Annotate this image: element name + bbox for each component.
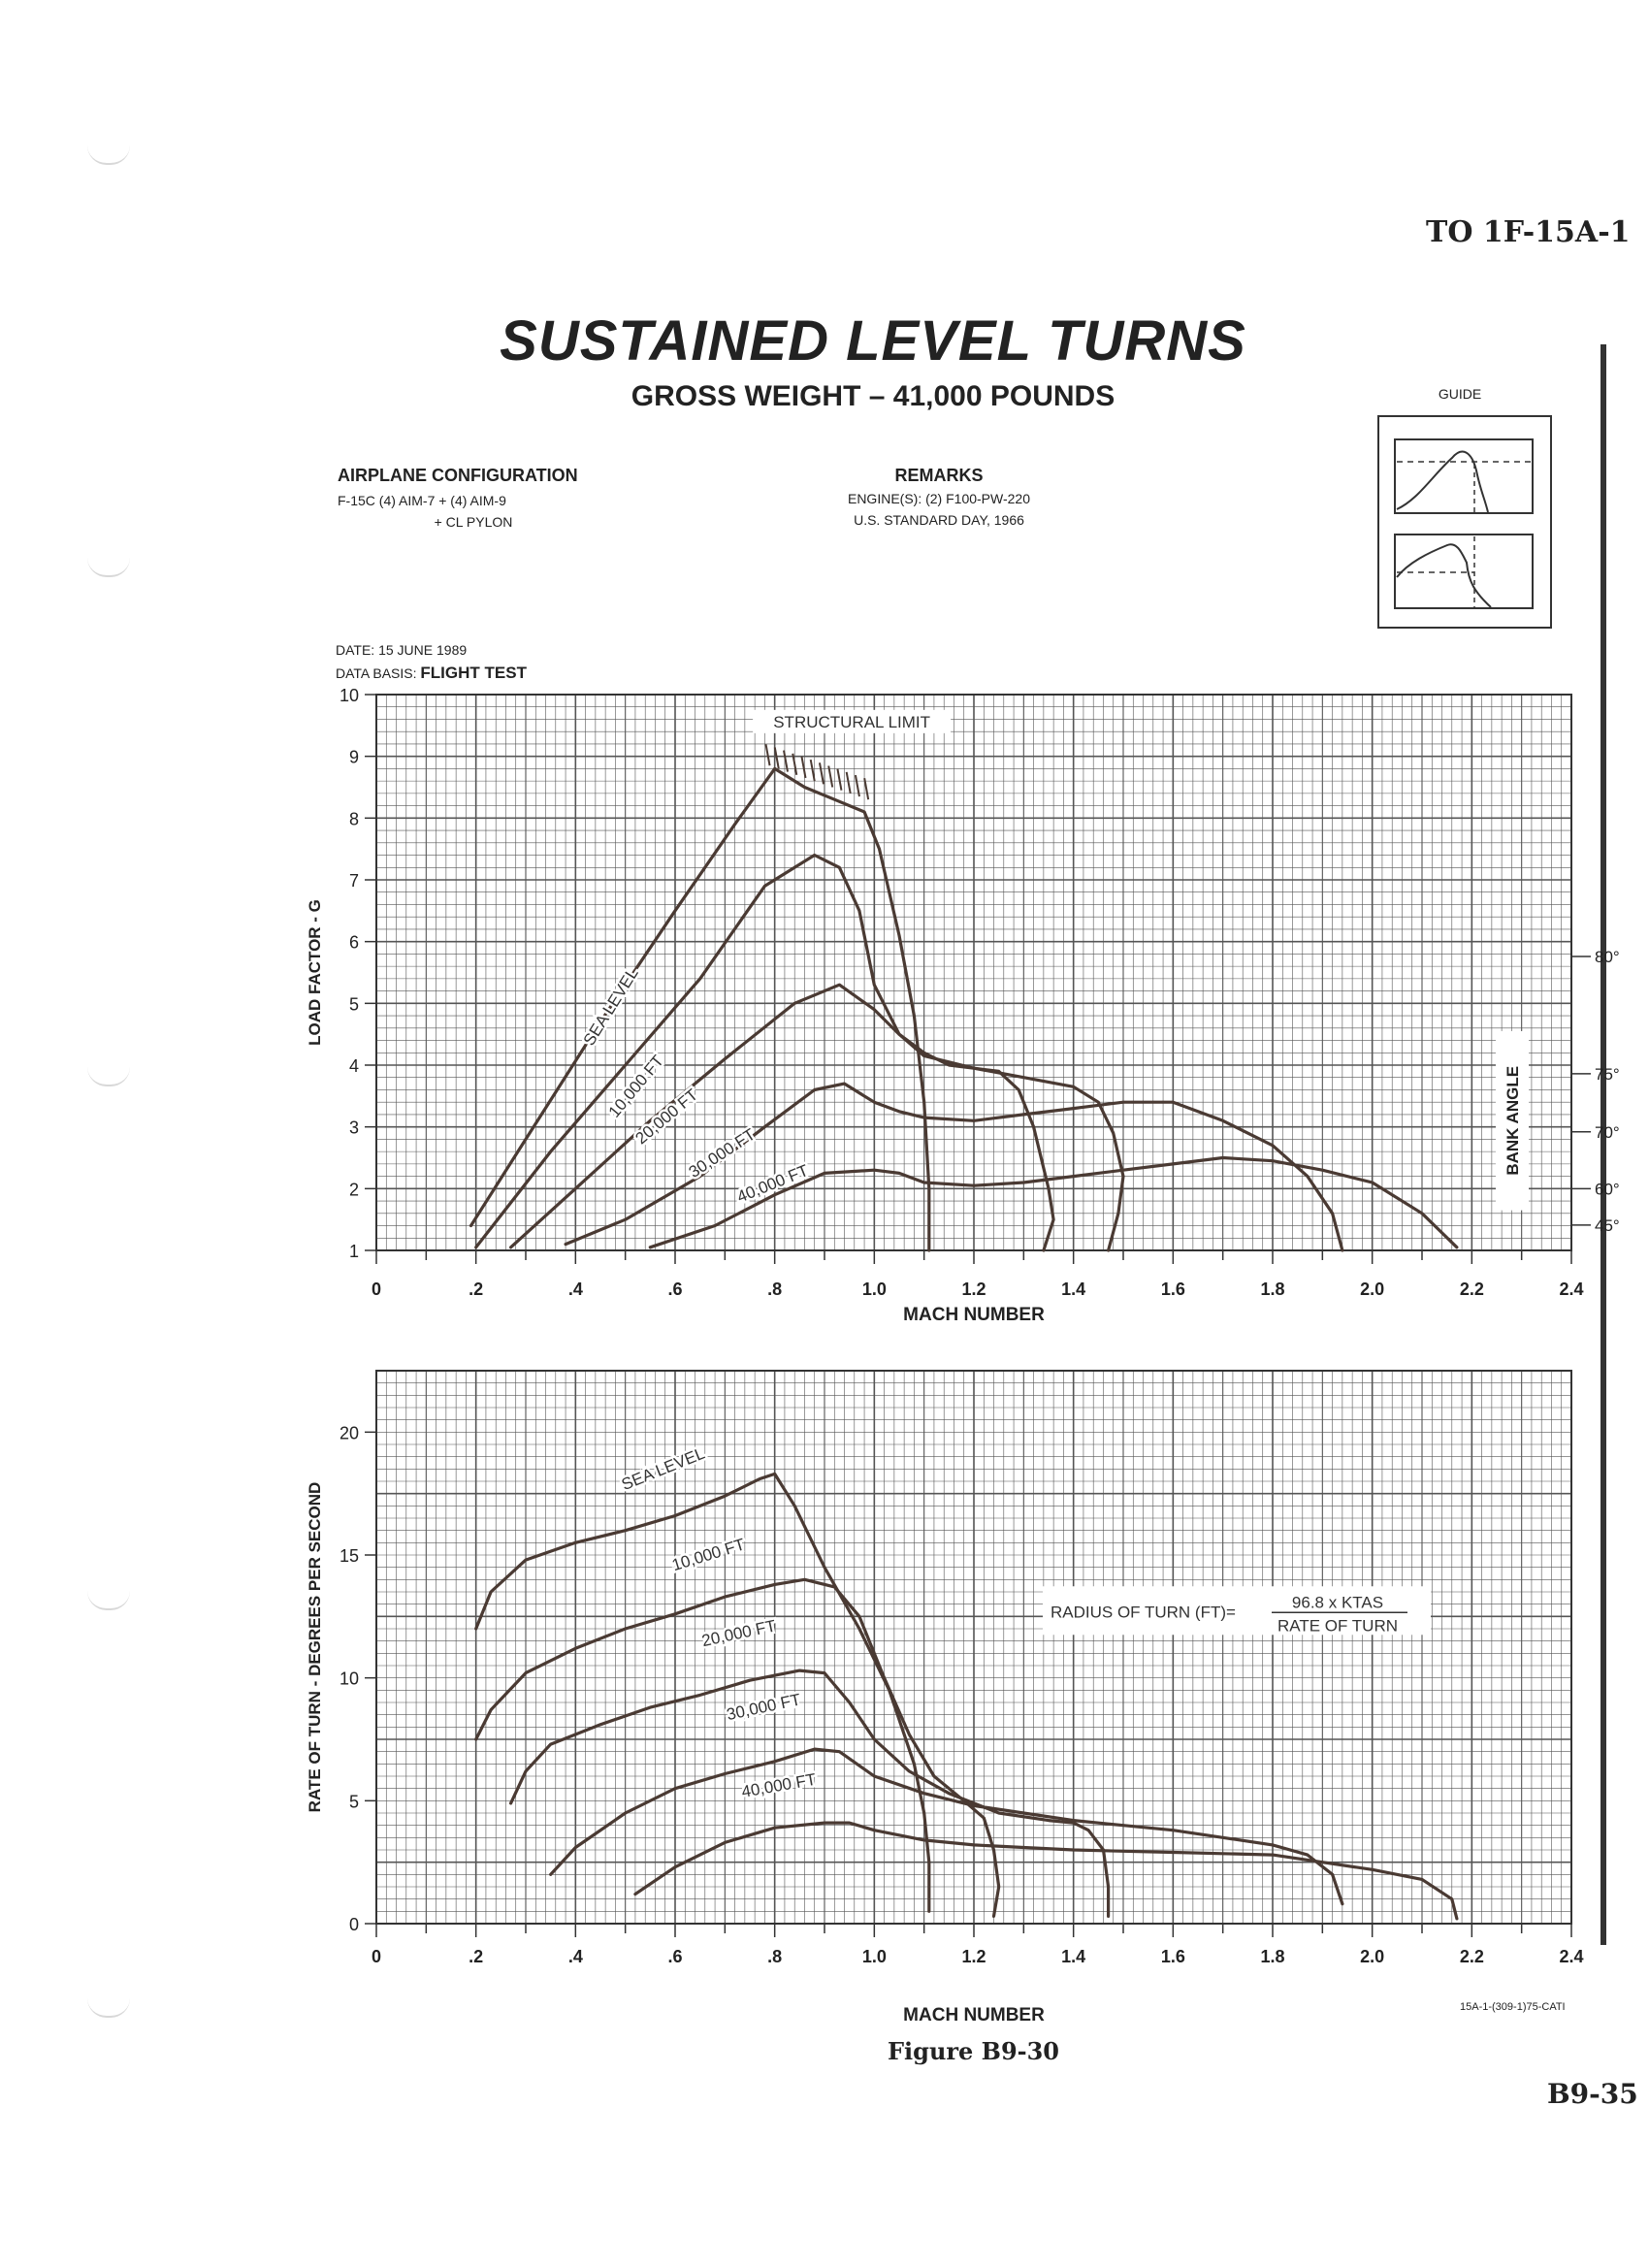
bank-angle-tick-label: 80° (1595, 947, 1620, 966)
structural-limit-hatch (828, 766, 832, 788)
y-tick-label: 5 (348, 994, 359, 1015)
y-tick-label: 6 (348, 932, 359, 953)
y-tick-label: 20 (339, 1423, 359, 1443)
x-tick-label: 2.2 (1459, 1947, 1484, 1966)
x-tick-label: .4 (567, 1947, 583, 1966)
series-label: 30,000 FT (685, 1124, 760, 1182)
series-line (551, 1749, 1342, 1904)
radius-formula-numerator: 96.8 x KTAS (1291, 1593, 1384, 1612)
y-tick-label: 5 (348, 1792, 359, 1812)
x-tick-label: .8 (767, 1947, 783, 1966)
x-tick-label: 2.4 (1559, 1947, 1584, 1966)
config-line2: + CL PYLON (434, 514, 513, 530)
series-line (635, 1823, 1457, 1919)
bank-angle-label: BANK ANGLE (1504, 1065, 1522, 1176)
x-tick-label: 1.2 (961, 1280, 986, 1299)
page-number: B9-35 (1547, 2078, 1638, 2110)
structural-limit-hatch (864, 778, 868, 799)
x-tick-label: 1.8 (1260, 1280, 1285, 1299)
guide-label: GUIDE (1438, 386, 1482, 402)
remarks-heading: REMARKS (894, 466, 984, 485)
chart-subtitle: GROSS WEIGHT – 41,000 POUNDS (630, 380, 1116, 412)
series-line (476, 1474, 929, 1911)
bank-angle-tick-label: 45° (1595, 1215, 1620, 1235)
y-tick-label: 4 (348, 1056, 359, 1076)
x-tick-label: 0 (371, 1280, 382, 1299)
series-label: 30,000 FT (725, 1690, 803, 1725)
series-label: 20,000 FT (699, 1616, 778, 1651)
x-axis-label: MACH NUMBER (903, 1305, 1045, 1325)
x-tick-label: 2.0 (1360, 1947, 1385, 1966)
date-label: DATE: (336, 642, 375, 658)
x-tick-label: 1.2 (961, 1947, 986, 1966)
x-tick-label: 1.0 (861, 1947, 887, 1966)
y-tick-label: 7 (348, 871, 359, 891)
date-value: 15 JUNE 1989 (378, 642, 468, 658)
x-tick-label: 1.8 (1260, 1947, 1285, 1966)
y-tick-label: 0 (348, 1915, 359, 1934)
y-tick-label: 3 (348, 1118, 359, 1138)
doc-id: TO 1F-15A-1 (1426, 215, 1631, 249)
x-tick-label: 1.4 (1061, 1947, 1086, 1966)
y-tick-label: 2 (348, 1180, 359, 1200)
series-label: 10,000 FT (604, 1052, 668, 1121)
series-label: 10,000 FT (669, 1535, 748, 1575)
x-tick-label: 1.6 (1160, 1280, 1185, 1299)
y-tick-label: 9 (348, 747, 359, 767)
x-tick-label: 1.6 (1160, 1947, 1185, 1966)
bank-angle-tick-label: 60° (1595, 1180, 1620, 1199)
remarks-line2: U.S. STANDARD DAY, 1966 (854, 512, 1024, 528)
x-tick-label: 0 (371, 1947, 382, 1966)
structural-limit-label: STRUCTURAL LIMIT (773, 712, 931, 731)
chart-plot-area (306, 1371, 1584, 2025)
data-basis-value: FLIGHT TEST (420, 664, 527, 682)
y-tick-label: 10 (339, 1669, 359, 1689)
x-tick-label: .6 (667, 1947, 683, 1966)
x-tick-label: 2.2 (1459, 1280, 1484, 1299)
figure-label: Figure B9-30 (888, 2037, 1059, 2065)
radius-formula-denominator: RATE OF TURN (1277, 1616, 1399, 1636)
x-tick-label: 1.0 (861, 1280, 887, 1299)
series-line (511, 1670, 1109, 1916)
x-axis-label: MACH NUMBER (903, 2005, 1045, 2025)
y-axis-label: LOAD FACTOR - G (306, 899, 324, 1046)
structural-limit-hatch (837, 769, 841, 791)
chart-plot-area (306, 686, 1620, 1325)
bank-angle-tick-label: 75° (1595, 1064, 1620, 1084)
series-label: SEA LEVEL (579, 964, 642, 1050)
config-line1: F-15C (4) AIM-7 + (4) AIM-9 (338, 493, 506, 508)
series-label: SEA LEVEL (619, 1443, 708, 1495)
series-label: 40,000 FT (734, 1160, 812, 1207)
x-tick-label: .4 (567, 1280, 583, 1299)
x-tick-label: 2.0 (1360, 1280, 1385, 1299)
data-basis-label: DATA BASIS: (336, 665, 417, 681)
drawing-code: 15A-1-(309-1)75-CATI (1460, 2001, 1566, 2013)
y-tick-label: 8 (348, 809, 359, 829)
config-heading: AIRPLANE CONFIGURATION (338, 466, 578, 485)
structural-limit-hatch (801, 757, 805, 778)
structural-limit-hatch (847, 772, 851, 794)
bank-angle-tick-label: 70° (1595, 1122, 1620, 1142)
series-label: 20,000 FT (631, 1085, 702, 1149)
y-tick-label: 15 (339, 1546, 359, 1566)
x-tick-label: .6 (667, 1280, 683, 1299)
x-tick-label: .8 (767, 1280, 783, 1299)
y-tick-label: 1 (348, 1242, 359, 1261)
x-tick-label: 1.4 (1061, 1280, 1086, 1299)
remarks-line1: ENGINE(S): (2) F100-PW-220 (847, 491, 1030, 506)
x-tick-label: .2 (469, 1280, 484, 1299)
series-label: 40,000 FT (740, 1769, 818, 1801)
structural-limit-hatch (811, 760, 815, 781)
y-tick-label: 10 (339, 686, 359, 705)
x-tick-label: 2.4 (1559, 1280, 1584, 1299)
y-axis-label: RATE OF TURN - DEGREES PER SECOND (306, 1481, 324, 1813)
radius-formula-lhs: RADIUS OF TURN (FT)= (1051, 1603, 1236, 1622)
x-tick-label: .2 (469, 1947, 484, 1966)
structural-limit-hatch (766, 744, 770, 765)
rate-of-turn-chart (0, 1339, 1649, 2037)
chart-title: SUSTAINED LEVEL TURNS (500, 309, 1246, 373)
